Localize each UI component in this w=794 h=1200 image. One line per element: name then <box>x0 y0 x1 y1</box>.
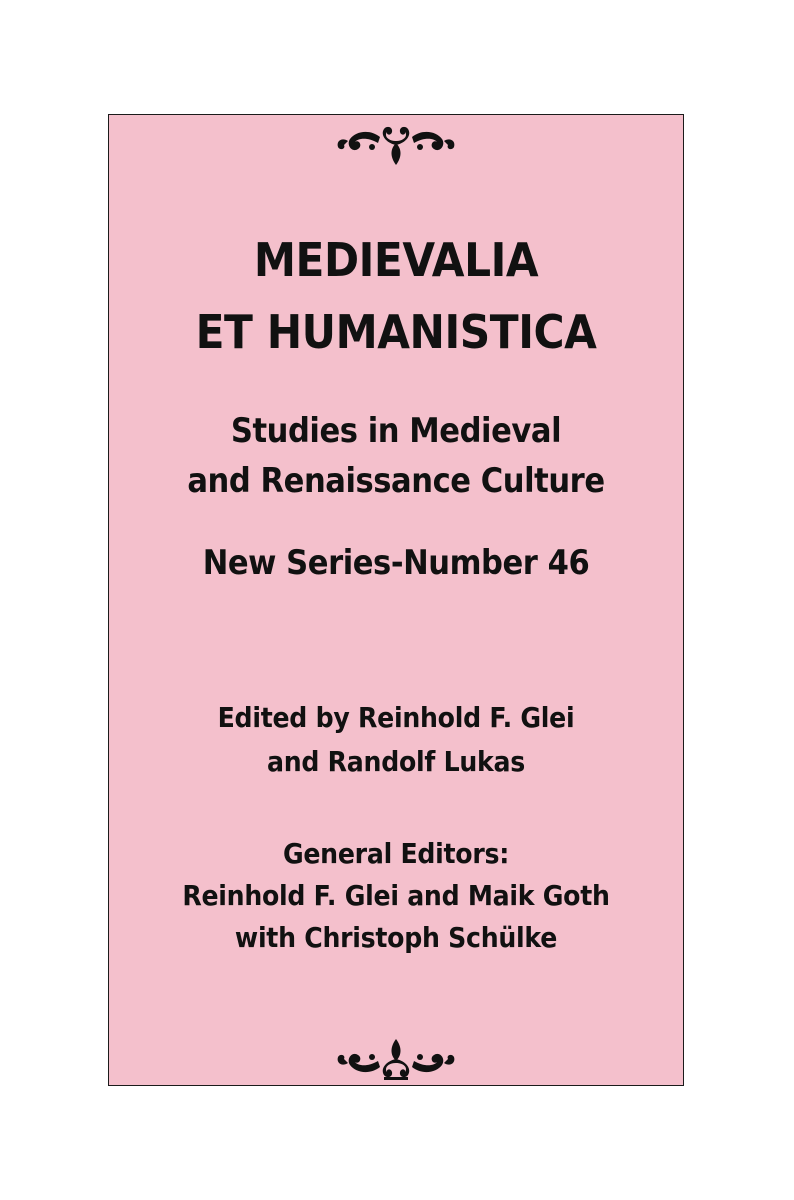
cover-series-number: New Series-Number 46 <box>202 543 590 583</box>
cover-title-line-1: MEDIEVALIA <box>253 233 539 287</box>
cover-edited-by-line-1: Edited by Reinhold F. Glei <box>217 701 575 734</box>
cover-subtitle-line-1: Studies in Medieval <box>230 411 562 451</box>
book-cover <box>108 114 684 1086</box>
cover-general-editors-line-1: Reinhold F. Glei and Maik Goth <box>182 879 610 912</box>
ornament-flourish-icon <box>334 1037 458 1081</box>
cover-general-editors-heading: General Editors: <box>282 837 510 870</box>
cover-subtitle-line-2: and Renaissance Culture <box>187 461 605 501</box>
cover-general-editors-line-2: with Christoph Schülke <box>234 921 558 954</box>
ornament-flourish-icon <box>334 121 458 165</box>
cover-edited-by-line-2: and Randolf Lukas <box>266 745 525 778</box>
cover-title-line-2: ET HUMANISTICA <box>195 305 597 359</box>
